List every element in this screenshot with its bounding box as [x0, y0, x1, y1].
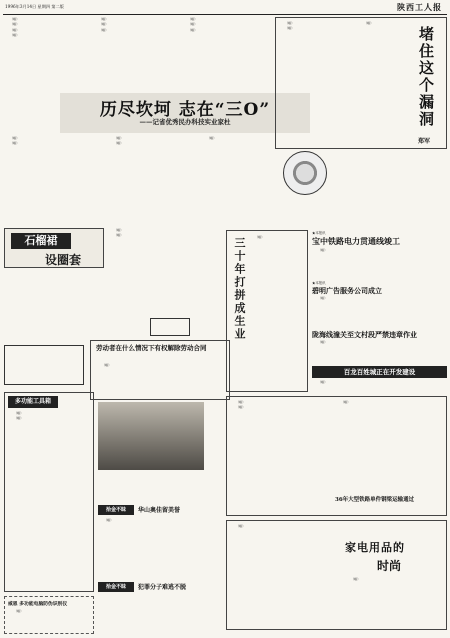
news-tag-2: ★本报讯: [312, 281, 326, 285]
lead-banner: [60, 93, 310, 133]
tool-column-title: 多功能工具箱: [8, 396, 58, 408]
appliance-title: 家电用品的: [345, 541, 405, 554]
bottom-title-3: 拾金不昧: [98, 582, 134, 592]
article-column-5: （略） （略）: [114, 136, 124, 146]
bottom-title-2: 华山奥佳留美誉: [138, 507, 181, 514]
news-headline-4: 百龙百姓城正在开发建设: [312, 366, 447, 378]
right-news-column: [312, 230, 447, 410]
ad-title: 威恩 多功能电脑防伪识别仪: [8, 601, 68, 607]
news-text-4: （略）: [318, 380, 328, 384]
news-text-1: （略）: [318, 248, 328, 252]
article-column-2: （略） （略） （略）: [99, 17, 109, 32]
header-rule: [3, 14, 447, 15]
article-column-4: （略） （略）: [10, 136, 20, 146]
article-column-6: （略）: [207, 136, 217, 140]
logo-seal-icon: [283, 151, 327, 195]
labor-feature-box: [90, 340, 230, 400]
right-column-title: 堵住这个漏洞: [417, 26, 435, 128]
mid-right-box: [226, 396, 447, 516]
right-column-byline: 郑军: [418, 138, 431, 145]
labor-feature-title: 劳动者在什么情况下有权解除劳动合同: [96, 344, 207, 352]
lead-title: 历尽坎坷 志在“三O”: [99, 100, 271, 120]
right-column-box: [275, 17, 447, 149]
appliance-text-a: （略）: [236, 524, 246, 528]
mid-right-text-a: （略） （略）: [236, 400, 246, 410]
article-column-1: （略） （略） （略） （略）: [10, 17, 20, 37]
tool-column-text: （略） （略）: [14, 411, 24, 421]
labor-feature-text: （略）: [102, 363, 112, 367]
news-text-2: （略）: [318, 296, 328, 300]
vertical-feature-title: 三十年打拼成生业: [233, 237, 246, 341]
ad-box: [4, 596, 94, 634]
page-header: [0, 0, 450, 14]
article-column-3: （略） （略） （略）: [188, 17, 198, 32]
article-column-7: （略） （略）: [114, 228, 124, 238]
photo-sketch: [4, 345, 84, 385]
vertical-feature-box: [226, 230, 308, 392]
bottom-title-4: 犯罪分子难逃不脱: [138, 584, 187, 591]
news-headline-3: 陇海线潼关至文村段严禁违章作业: [312, 330, 417, 339]
bottom-title-strip-1: [98, 505, 223, 515]
news-tag-1: ★本报讯: [312, 231, 326, 235]
appliance-subtitle: 时尚: [377, 559, 402, 573]
chess-column-subtitle: 设圈套: [45, 253, 82, 267]
chess-column-box: [4, 228, 104, 268]
bottom-text-1: （略）: [104, 518, 114, 522]
ad-text: （略）: [14, 609, 24, 613]
news-headline-2: 碧明广告服务公司成立: [312, 286, 382, 295]
right-column-text-b: （略）: [364, 21, 374, 25]
bottom-title-strip-2: [98, 582, 223, 592]
news-headline-5: 36年大型铁路单件钢梁运输通过: [335, 497, 415, 503]
right-column-text-a: （略） （略）: [285, 21, 295, 31]
lead-subtitle: ——记省优秀民办科技实业家杜: [139, 118, 231, 126]
date-line: 1996年3月14日 星期四 第二版: [5, 4, 64, 9]
logo-badge-icon: [150, 318, 190, 336]
mid-right-text-b: （略）: [341, 400, 351, 404]
appliance-text-b: （略）: [351, 577, 361, 581]
appliance-box: [226, 520, 447, 630]
performance-photo: [98, 402, 204, 470]
vertical-feature-text: （略）: [255, 235, 265, 239]
news-headline-1: 宝中铁路电力贯通线竣工: [312, 236, 400, 246]
tool-column-box: [4, 392, 94, 592]
news-text-3: （略）: [318, 340, 328, 344]
masthead: 陕西工人报: [397, 2, 442, 12]
chess-column-title: 石榴裙: [11, 233, 71, 249]
bottom-title-1: 拾金不昧: [98, 505, 134, 515]
